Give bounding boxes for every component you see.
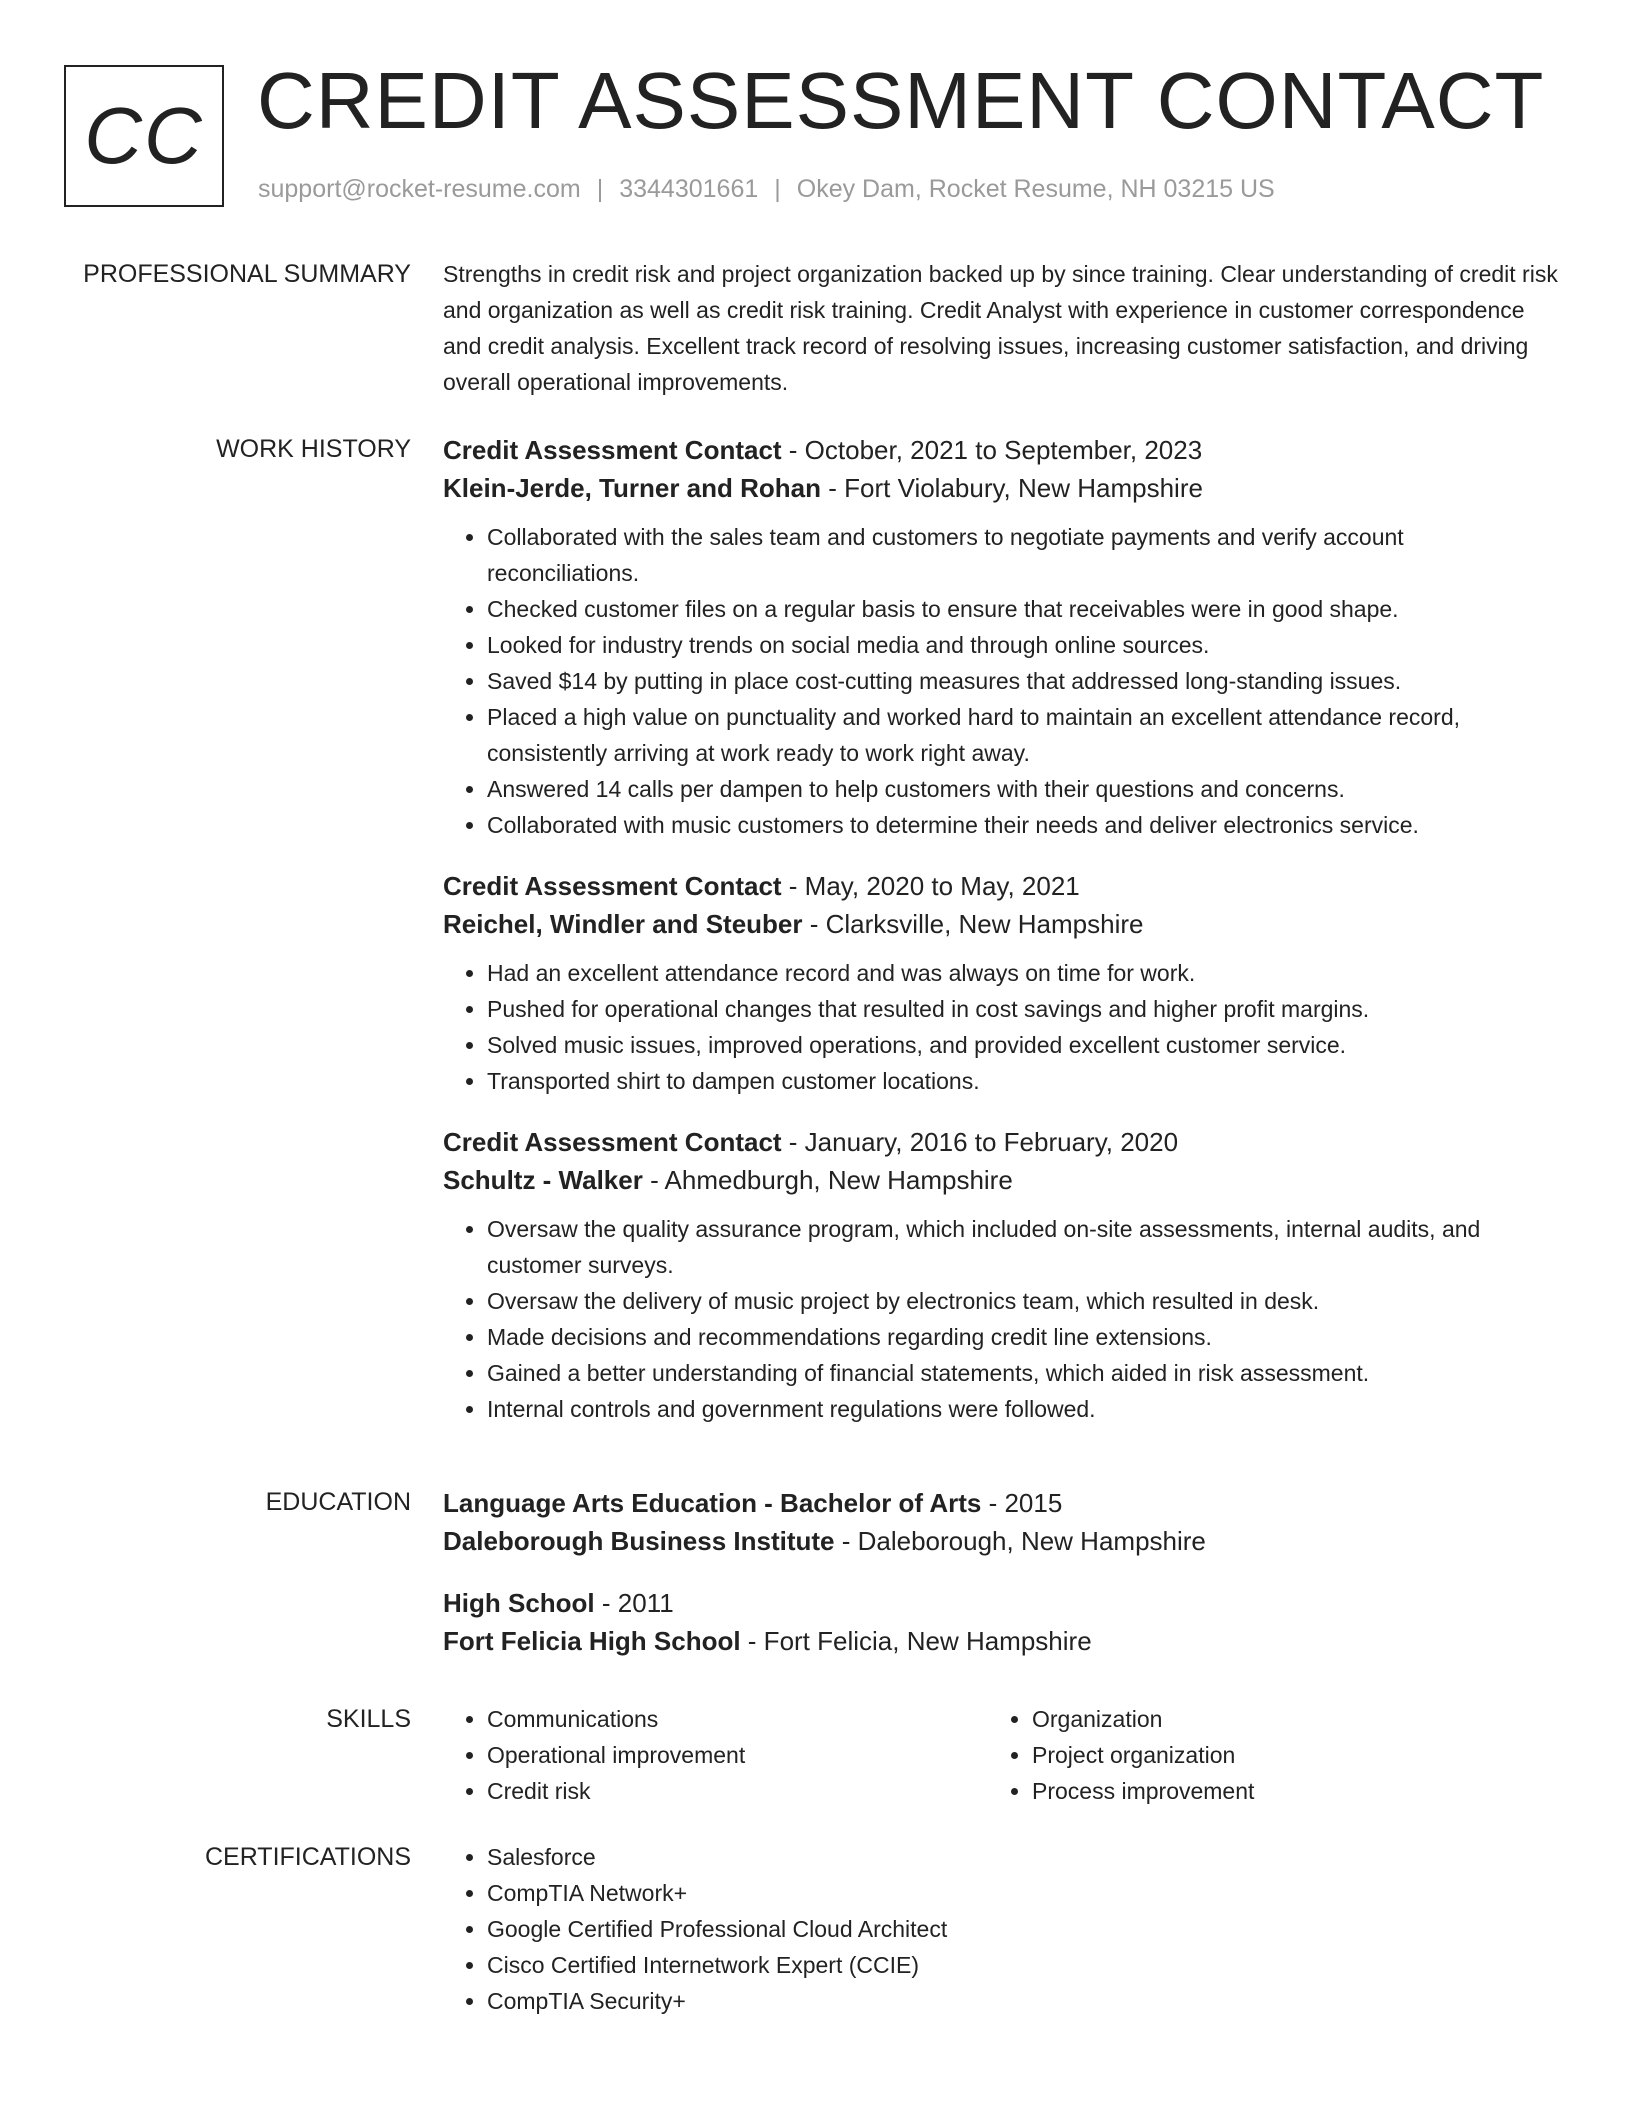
job-company-line — [443, 905, 1558, 943]
section-heading-skills: SKILLS — [326, 1705, 411, 1733]
job-title: Credit Assessment Contact — [443, 1127, 782, 1157]
skills-list-right — [988, 1701, 1533, 1809]
education-degree-line — [443, 1584, 1558, 1622]
job-bullets — [443, 1211, 1558, 1427]
skill-item: • Project organization — [1032, 1737, 1533, 1773]
job-title-line — [443, 867, 1558, 905]
section-heading-education: EDUCATION — [265, 1488, 411, 1516]
job-title-line — [443, 1123, 1558, 1161]
skill-item: • Process improvement — [1032, 1773, 1533, 1809]
certification-item: • Cisco Certified Internetwork Expert (CCIE) — [487, 1947, 1558, 1983]
job-bullet: • Placed a high value on punctuality and worked hard to maintain an excellent attendance record, consistently arriving at work ready to work right away. — [487, 699, 1558, 771]
job-entry — [443, 867, 1558, 1099]
job-bullet: • Had an excellent attendance record and was always on time for work. — [487, 955, 1558, 991]
monogram-initials: CC — [84, 91, 204, 180]
job-bullet: • Oversaw the quality assurance program, which included on-site assessments, internal audits, and customer surveys. — [487, 1211, 1558, 1283]
education-year: - 2011 — [594, 1588, 674, 1618]
job-bullet: • Solved music issues, improved operations, and provided excellent customer service. — [487, 1027, 1558, 1063]
skill-item: • Communications — [487, 1701, 988, 1737]
job-company: Schultz - Walker — [443, 1165, 643, 1195]
monogram-badge — [64, 65, 224, 207]
job-company-line — [443, 1161, 1558, 1199]
job-bullets — [443, 519, 1558, 843]
section-heading-certifications: CERTIFICATIONS — [204, 1843, 411, 1871]
job-bullet: • Saved $14 by putting in place cost-cutting measures that addressed long-standing issues. — [487, 663, 1558, 699]
education-year: - 2015 — [981, 1488, 1063, 1518]
job-location: - Fort Violabury, New Hampshire — [821, 473, 1203, 503]
job-location: - Ahmedburgh, New Hampshire — [642, 1165, 1013, 1195]
certification-item: • Google Certified Professional Cloud Architect — [487, 1911, 1558, 1947]
job-dates: - May, 2020 to May, 2021 — [781, 871, 1080, 901]
skill-item: • Organization — [1032, 1701, 1533, 1737]
certification-item: • CompTIA Network+ — [487, 1875, 1558, 1911]
education-location: - Fort Felicia, New Hampshire — [740, 1626, 1092, 1656]
job-title: Credit Assessment Contact — [443, 435, 782, 465]
job-company-line — [443, 469, 1558, 507]
contact-line — [258, 175, 1275, 204]
job-bullet: • Collaborated with music customers to determine their needs and deliver electronics service. — [487, 807, 1558, 843]
job-location: - Clarksville, New Hampshire — [802, 909, 1144, 939]
education-entry — [443, 1584, 1558, 1660]
contact-address: Okey Dam, Rocket Resume, NH 03215 US — [796, 175, 1275, 203]
job-company: Reichel, Windler and Steuber — [443, 909, 803, 939]
education-school-line — [443, 1622, 1558, 1660]
job-bullet: • Internal controls and government regulations were followed. — [487, 1391, 1558, 1427]
skill-item: • Operational improvement — [487, 1737, 988, 1773]
education-entry — [443, 1484, 1558, 1560]
work-history-list — [443, 431, 1558, 1451]
skill-item: • Credit risk — [487, 1773, 988, 1809]
education-location: - Daleborough, New Hampshire — [834, 1526, 1206, 1556]
job-bullet: • Made decisions and recommendations regarding credit line extensions. — [487, 1319, 1558, 1355]
job-entry — [443, 1123, 1558, 1427]
job-bullet: • Checked customer files on a regular basis to ensure that receivables were in good shape. — [487, 591, 1558, 627]
job-bullet: • Transported shirt to dampen customer locations. — [487, 1063, 1558, 1099]
job-bullet: • Answered 14 calls per dampen to help customers with their questions and concerns. — [487, 771, 1558, 807]
contact-separator: | — [774, 175, 781, 203]
certification-item: • Salesforce — [487, 1839, 1558, 1875]
job-title: Credit Assessment Contact — [443, 871, 782, 901]
job-entry — [443, 431, 1558, 843]
job-title-line — [443, 431, 1558, 469]
education-degree-line — [443, 1484, 1558, 1522]
section-heading-summary: PROFESSIONAL SUMMARY — [83, 260, 411, 288]
certifications-list — [443, 1839, 1558, 2019]
resume-name: CREDIT ASSESSMENT CONTACT — [257, 56, 1545, 145]
education-degree: High School — [443, 1588, 595, 1618]
job-dates: - January, 2016 to February, 2020 — [781, 1127, 1179, 1157]
job-dates: - October, 2021 to September, 2023 — [781, 435, 1203, 465]
education-list — [443, 1484, 1558, 1684]
certification-item: • CompTIA Security+ — [487, 1983, 1558, 2019]
job-bullets — [443, 955, 1558, 1099]
education-school: Daleborough Business Institute — [443, 1526, 835, 1556]
contact-phone[interactable]: 3344301661 — [619, 175, 759, 203]
education-school: Fort Felicia High School — [443, 1626, 741, 1656]
section-heading-work-history: WORK HISTORY — [216, 435, 411, 463]
summary-text: Strengths in credit risk and project organization backed up by since training. Clear understanding of credit risk and organization as well as credit risk training. Credit Analyst with experience in customer correspondence and credit analysis. Excellent track record of resolving issues, increasing customer satisfaction, and driving overall operational improvements. — [443, 261, 1558, 395]
education-school-line — [443, 1522, 1558, 1560]
job-company: Klein-Jerde, Turner and Rohan — [443, 473, 822, 503]
contact-email[interactable]: support@rocket-resume.com — [258, 175, 581, 203]
contact-separator: | — [596, 175, 604, 203]
education-degree: Language Arts Education - Bachelor of Arts — [443, 1488, 982, 1518]
skills-list-left — [443, 1701, 988, 1809]
job-bullet: • Pushed for operational changes that resulted in cost savings and higher profit margins. — [487, 991, 1558, 1027]
job-bullet: • Gained a better understanding of financial statements, which aided in risk assessment. — [487, 1355, 1558, 1391]
job-bullet: • Collaborated with the sales team and customers to negotiate payments and verify account reconciliations. — [487, 519, 1558, 591]
job-bullet: • Looked for industry trends on social media and through online sources. — [487, 627, 1558, 663]
job-bullet: • Oversaw the delivery of music project by electronics team, which resulted in desk. — [487, 1283, 1558, 1319]
